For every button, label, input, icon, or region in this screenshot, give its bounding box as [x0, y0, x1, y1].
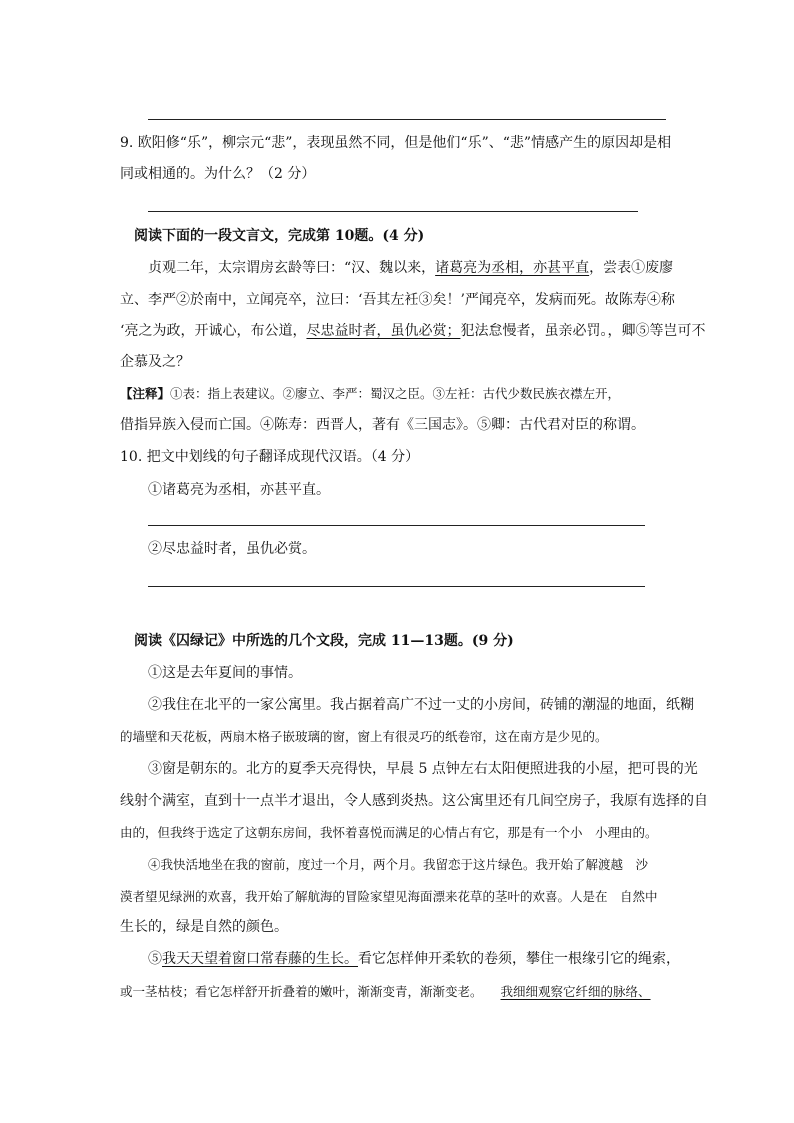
notes-text: ①表：指上表建议。②廖立、李严：蜀汉之臣。③左衽：古代少数民族衣襟左开， [170, 386, 621, 401]
modern-para-5-line2 [120, 983, 651, 1001]
modern-para-4-line1: ④我快活地坐在我的窗前，度过一个月，两个月。我留恋于这片绿色。我开始了解渡越 沙 [148, 857, 649, 872]
classical-passage-text: ‘亮之为政，开诚心，布公道， [120, 323, 307, 339]
classical-passage-line2: 立、李严②於南中，立闻亮卒，泣曰：‘吾其左衽③矣！’严闻亮卒，发病而死。故陈寿④称 [120, 292, 675, 308]
notes-line1 [120, 385, 620, 403]
answer-line-q8 [148, 119, 666, 120]
modern-passage-text: 或一茎枯枝；看它怎样舒开折叠着的嫩叶，渐渐变青，渐渐变老。 [120, 984, 483, 999]
underlined-sentence-1: 诸葛亮为丞相，亦甚平直 [435, 260, 590, 276]
classical-passage-text: 犯法怠慢者，虽亲必罚。，卿⑤等岂可不 [460, 323, 706, 339]
modern-para-5-line1 [148, 950, 680, 968]
modern-para-2-line2: 的墙壁和天花板，两扇木格子嵌玻璃的窗，窗上有很灵巧的纸卷帘，这在南方是少见的。 [120, 729, 608, 744]
modern-para-4-line3: 生长的，绿是自然的颜色。 [120, 919, 288, 935]
q10-stem: 10. 把文中划线的句子翻译成现代汉语。（4 分） [120, 449, 420, 465]
classical-passage-text: 贞观二年，太宗谓房玄龄等曰：“汉、魏以来， [148, 260, 436, 276]
q9-text-line2: 同或相通的。为什么？（2 分） [120, 166, 316, 182]
classical-passage-line3 [120, 322, 705, 340]
q10-sentence-2: ②尽忠益时者，虽仇必赏。 [148, 541, 316, 557]
underlined-sentence-2: 尽忠益时者，虽仇必赏； [306, 323, 461, 339]
modern-para-3-line2: 线射个满室，直到十一点半才退出，令人感到炎热。这公寓里还有几间空房子，我原有选择的自 [120, 793, 708, 809]
notes-line2: 借指异族入侵而亡国。④陈寿：西晋人，著有《三国志》。⑤卿：古代君对臣的称谓。 [120, 417, 645, 433]
modern-para-4-line2: 漠者望见绿洲的欢喜，我开始了解航海的冒险家望见海面漂来花草的茎叶的欢喜。人是在 自然中 [120, 889, 658, 904]
modern-para-1: ①这是去年夏间的事情。 [148, 665, 302, 681]
modern-para-3-line1: ③窗是朝东的。北方的夏季天亮得快，早晨 5 点钟左右太阳便照进我的小屋，把可畏的光 [148, 761, 698, 777]
answer-line-q9 [148, 211, 638, 212]
underlined-sentence-4: 我细细观察它纤细的脉络、 [500, 984, 651, 999]
modern-passage-text: 看它怎样伸开柔软的卷须，攀住一根缘引它的绳索， [358, 951, 680, 967]
classical-section-heading: 阅读下面的一段文言文，完成第 10题。(4 分) [134, 228, 425, 244]
answer-line-q10-1 [148, 525, 645, 526]
answer-line-q10-2 [148, 586, 645, 587]
classical-passage-line4: 企慕及之？ [120, 354, 190, 370]
q10-sentence-1: ①诸葛亮为丞相，亦甚平直。 [148, 482, 330, 498]
underlined-sentence-3: 我天天望着窗口常春藤的生长。 [162, 951, 358, 967]
notes-label: 【注释】 [120, 386, 171, 401]
q9-text-line1: 9. 欧阳修“乐”，柳宗元“悲”，表现虽然不同，但是他们“乐”、“悲”情感产生的原因却是相 [120, 135, 672, 151]
modern-para-2-line1: ②我住在北平的一家公寓里。我占据着高广不过一丈的小房间，砖铺的潮湿的地面，纸糊 [148, 697, 694, 713]
classical-passage-line1 [148, 259, 673, 277]
classical-passage-text: ，尝表①废廖 [589, 260, 674, 276]
modern-section-heading: 阅读《囚绿记》中所选的几个文段，完成 11—13题。(9 分) [134, 633, 514, 649]
modern-passage-text: ⑤ [148, 951, 162, 967]
modern-para-3-line3: 由的，但我终于选定了这朝东房间，我怀着喜悦而满足的心情占有它，那是有一个小 小理由的。 [120, 825, 658, 840]
